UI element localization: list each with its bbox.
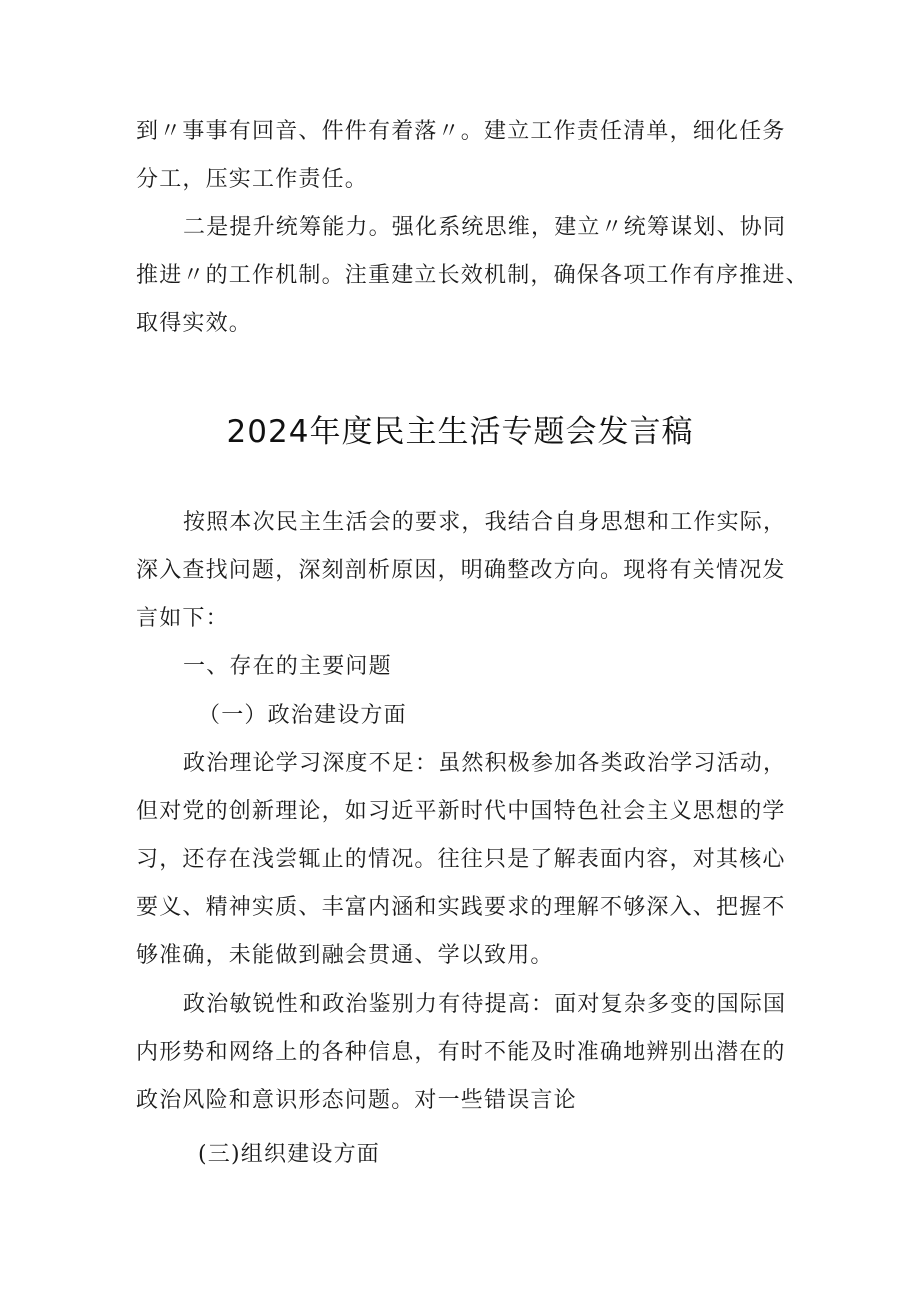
paragraph-line: 分工，压实工作责任。	[136, 167, 369, 192]
paragraph-line: 政治敏锐性和政治鉴别力有待提高：面对复杂多变的国际国	[183, 992, 787, 1017]
paragraph-line: 够准确，未能做到融会贯通、学以致用。	[136, 943, 554, 968]
subsection-heading: （一）政治建设方面	[198, 703, 407, 728]
paragraph-line: 但对党的创新理论，如习近平新时代中国特色社会主义思想的学	[136, 799, 786, 824]
section-heading: 一、存在的主要问题	[183, 654, 392, 679]
paragraph-line: 政治理论学习深度不足：虽然积极参加各类政治学习活动，	[183, 751, 787, 776]
paragraph-line: 二是提升统筹能力。强化系统思维，建立〃统筹谋划、协同	[183, 215, 787, 240]
paragraph-line: 习，还存在浅尝辄止的情况。往往只是了解表面内容，对其核心	[136, 847, 786, 872]
document-title: 2024年度民主生活专题会发言稿	[226, 414, 694, 450]
paragraph-line: 按照本次民主生活会的要求，我结合自身思想和工作实际，	[183, 510, 787, 535]
paragraph-line: 取得实效。	[136, 311, 253, 336]
paragraph-line: 内形势和网络上的各种信息，有时不能及时准确地辨别出潜在的	[136, 1040, 786, 1065]
paragraph-line: 言如下：	[136, 606, 229, 631]
subsection-heading: (三)组织建设方面	[198, 1142, 380, 1167]
paragraph-line: 政治风险和意识形态问题。对一些错误言论	[136, 1088, 577, 1113]
paragraph-line: 推进〃的工作机制。注重建立长效机制，确保各项工作有序推进、	[136, 263, 809, 288]
paragraph-line: 要义、精神实质、丰富内涵和实践要求的理解不够深入、把握不	[136, 895, 786, 920]
paragraph-line: 深入查找问题，深刻剖析原因，明确整改方向。现将有关情况发	[136, 558, 786, 583]
paragraph-line: 到〃事事有回音、件件有着落〃。建立工作责任清单，细化任务	[136, 119, 786, 144]
